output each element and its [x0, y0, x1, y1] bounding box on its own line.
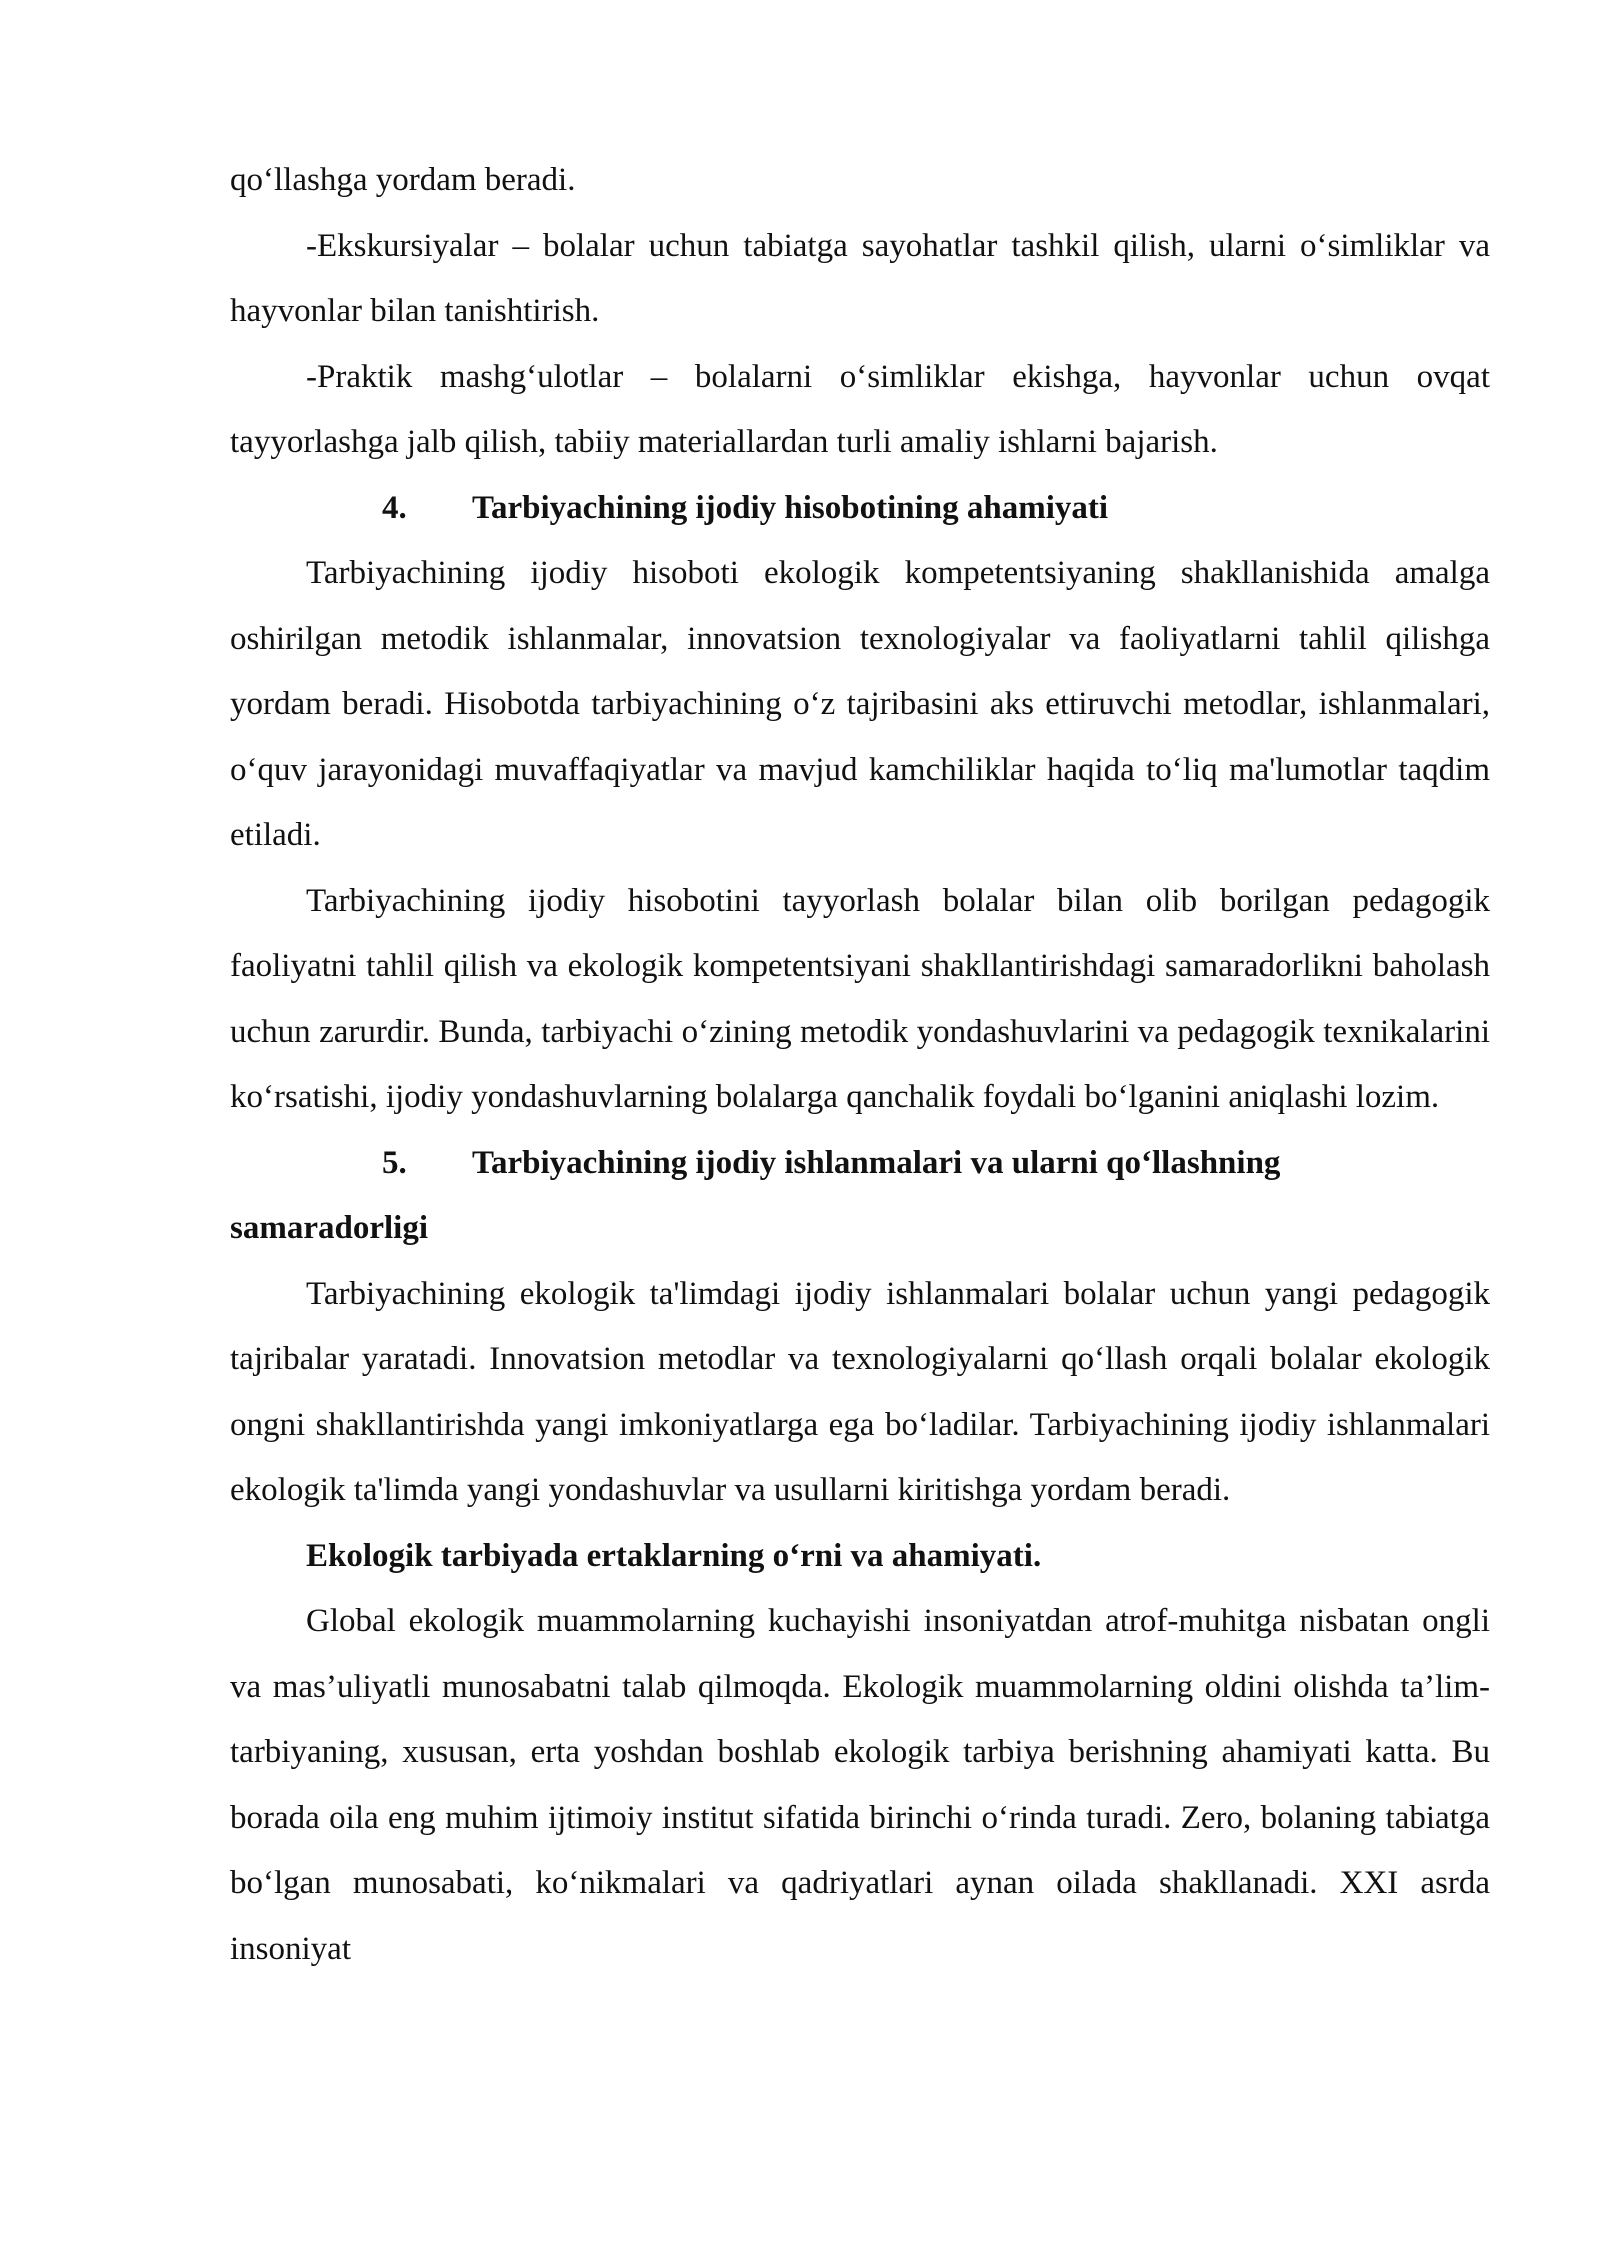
paragraph-report-purpose: Tarbiyachining ijodiy hisoboti ekologik kompetentsiyaning shakllanishida amalga oshirilgan metodik ishlanmalar, innovatsion texnologiyalar va faoliyatlarni tahlil qilishga yordam beradi. Hisobotda tarbiyachining o‘z tajribasini aks ettiruvchi metodlar, ishlanmalari, o‘quv jarayonidagi muvaffaqiyatlar va mavjud kamchiliklar haqida to‘liq ma'lumotlar taqdim etiladi. — [230, 555, 1490, 853]
paragraph-excursions: -Ekskursiyalar – bolalar uchun tabiatga sayohatlar tashkil qilish, ularni o‘simliklar va hayvonlar bilan tanishtirish. — [230, 227, 1490, 329]
section-heading-5 — [230, 1131, 1490, 1197]
paragraph-practical-lessons: -Praktik mashg‘ulotlar – bolalarni o‘simliklar ekishga, hayvonlar uchun ovqat tayyorlashga jalb qilish, tabiiy materiallardan turli amaliy ishlarni bajarish. — [230, 358, 1490, 460]
paragraph-global-problems: Global ekologik muammolarning kuchayishi insoniyatdan atrof-muhitga nisbatan ongli va mas’uliyatli munosabatni talab qilmoqda. Ekologik muammolarning oldini olishda ta’lim-tarbiyaning, xususan, erta yoshdan boshlab ekologik tarbiya berishning ahamiyati katta. Bu borada oila eng muhim ijtimoiy institut sifatida birinchi o‘rinda turadi. Zero, bolaning tabiatga bo‘lgan munosabati, ko‘nikmalari va qadriyatlari aynan oilada shakllanadi. XXI asrda insoniyat — [230, 1603, 1490, 1967]
section-heading-4 — [230, 476, 1490, 542]
section-title-5: Tarbiyachining ijodiy ishlanmalari va ularni qo‘llashning — [472, 1144, 1281, 1181]
paragraph-report-preparation: Tarbiyachining ijodiy hisobotini tayyorlash bolalar bilan olib borilgan pedagogik faoliyatni tahlil qilish va ekologik kompetentsiyani shakllantirishdagi samaradorlikni baholash uchun zarurdir. Bunda, tarbiyachi o‘zining metodik yondashuvlarini va pedagogik texnikalarini ko‘rsatishi, ijodiy yondashuvlarning bolalarga qanchalik foydali bo‘lganini aniqlashi lozim. — [230, 882, 1490, 1115]
paragraph-creative-works: Tarbiyachining ekologik ta'limdagi ijodiy ishlanmalari bolalar uchun yangi pedagogik tajribalar yaratadi. Innovatsion metodlar va texnologiyalarni qo‘llash orqali bolalar ekologik ongni shakllantirishda yangi imkoniyatlarga ega bo‘ladilar. Tarbiyachining ijodiy ishlanmalari ekologik ta'limda yangi yondashuvlar va usullarni kiritishga yordam beradi. — [230, 1275, 1490, 1508]
section-number-5: 5. — [382, 1144, 407, 1181]
section-number-4: 4. — [382, 489, 407, 526]
paragraph-continuation: qo‘llashga yordam beradi. — [230, 162, 576, 198]
document-page — [230, 148, 1490, 1982]
section-heading-fairy-tales: Ekologik tarbiyada ertaklarning o‘rni va ahamiyati. — [306, 1537, 1042, 1574]
section-heading-5-continued: samaradorligi — [230, 1210, 428, 1246]
section-title-4: Tarbiyachining ijodiy hisobotining ahamiyati — [472, 489, 1109, 526]
